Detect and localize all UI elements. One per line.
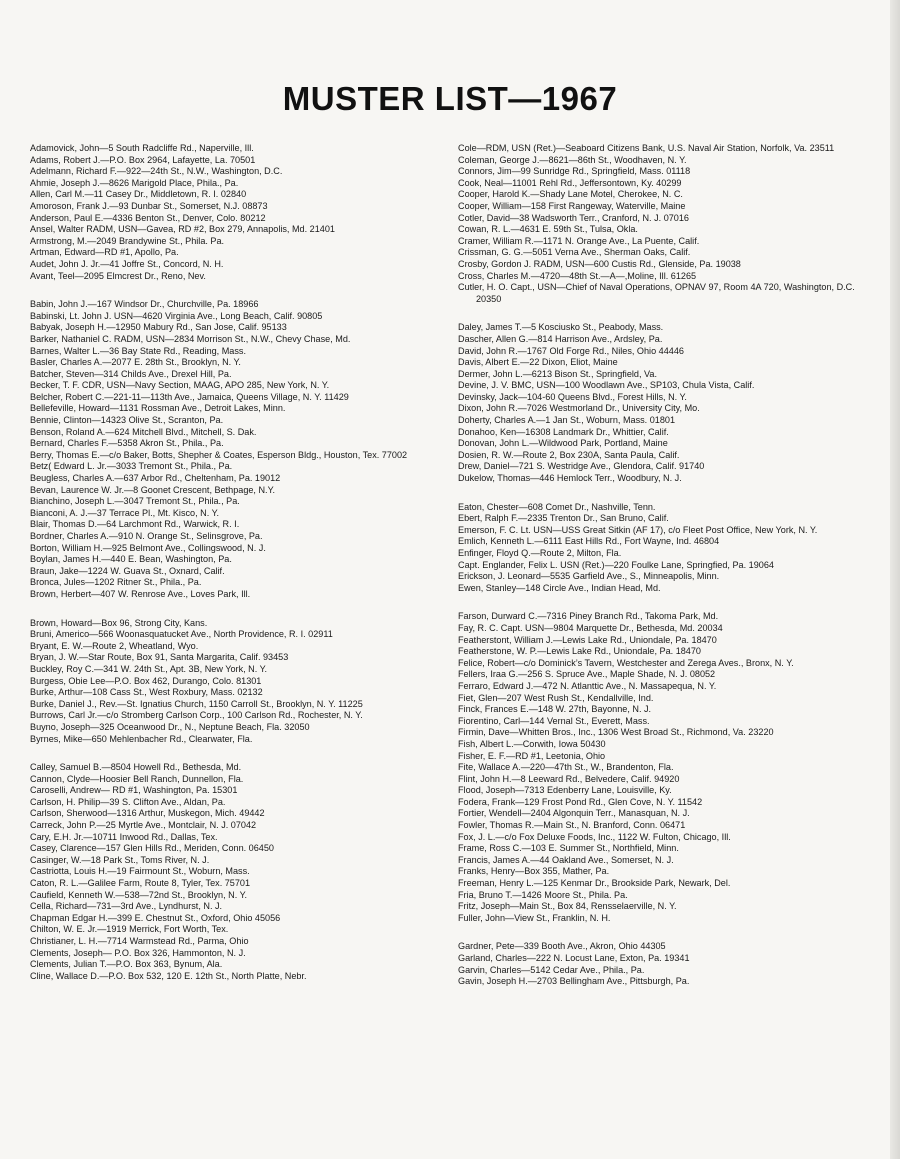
muster-entry: Coleman, George J.—8621—86th St., Woodhaven, N. Y.	[458, 154, 687, 165]
muster-entry: Connors, Jim—99 Sunridge Rd., Springfield, Mass. 01118	[458, 166, 691, 177]
muster-entry: Fria, Bruno T.—1426 Moore St., Phila. Pa.	[458, 889, 628, 900]
muster-entry: Audet, John J. Jr.—41 Joffre St., Concord, N. H.	[30, 258, 224, 269]
muster-entry: Chapman Edgar H.—399 E. Chestnut St., Oxford, Ohio 45056	[30, 912, 281, 923]
entry-group	[30, 762, 440, 982]
muster-entry: Garland, Charles—222 N. Locust Lane, Exton, Pa. 19341	[458, 953, 690, 963]
muster-entry: Brown, Howard—Box 96, Strong City, Kans.	[30, 617, 208, 628]
muster-entry: Fish, Albert L.—Corwith, Iowa 50430	[458, 738, 606, 749]
muster-entry: Fiorentino, Carl—144 Vernal St., Everett, Mass.	[458, 715, 650, 726]
entry-group	[458, 941, 878, 987]
muster-entry: Armstrong, M.—2049 Brandywine St., Phila. Pa.	[30, 235, 225, 246]
muster-entry: Basler, Charles A.—2077 E. 28th St., Brooklyn, N. Y.	[30, 357, 241, 368]
muster-entry: Franks, Henry—Box 355, Mather, Pa.	[458, 866, 610, 877]
muster-entry: Cooper, William—158 First Rangeway, Waterville, Maine	[458, 200, 686, 211]
muster-entry: Benson, Roland A.—624 Mitchell Blvd., Mitchell, S. Dak.	[30, 426, 257, 437]
muster-entry: Enfinger, Floyd Q.—Route 2, Milton, Fla.	[458, 548, 622, 558]
muster-entry: Doherty, Charles A.—1 Jan St., Woburn, Mass. 01801	[458, 415, 676, 426]
muster-entry: Firmin, Dave—Whitten Bros., Inc., 1306 West Broad St., Richmond, Va. 23220	[458, 727, 774, 738]
muster-entry: Cooper, Harold K.—Shady Lane Motel, Cherokee, N. C.	[458, 189, 683, 200]
muster-entry: Caufield, Kenneth W.—538—72nd St., Brooklyn, N. Y.	[30, 889, 248, 900]
muster-entry: Amoroson, Frank J.—93 Dunbar St., Somerset, N.J. 08873	[30, 200, 268, 211]
muster-entry: Byrnes, Mike—650 Mehlenbacher Rd., Clearwater, Fla.	[30, 733, 253, 744]
muster-entry: Ansel, Walter RADM, USN—Gavea, RD #2, Box 279, Annapolis, Md. 21401	[30, 224, 335, 235]
muster-entry: Erickson, J. Leonard—5535 Garfield Ave., S., Minneapolis, Minn.	[458, 571, 720, 582]
muster-entry: Crissman, G. G.—5051 Verna Ave., Sherman Oaks, Calif.	[458, 247, 691, 258]
page-title: MUSTER LIST—1967	[282, 80, 618, 117]
muster-entry: Becker, T. F. CDR, USN—Navy Section, MAAG, APO 285, New York, N. Y.	[30, 380, 330, 391]
muster-entry: Adamovick, John—5 South Radcliffe Rd., Naperville, Ill.	[30, 143, 254, 153]
muster-entry: Clements, Joseph— P.O. Box 326, Hammonton, N. J.	[30, 947, 246, 958]
muster-entry: Dixon, John R.—7026 Westmorland Dr., University City, Mo.	[458, 403, 700, 414]
muster-entry: Anderson, Paul E.—4336 Benton St., Denver, Colo. 80212	[30, 212, 266, 223]
muster-entry: Barnes, Walter L.—36 Bay State Rd., Reading, Mass.	[30, 345, 246, 356]
muster-entry: Babinski, Lt. John J. USN—4620 Virginia Ave., Long Beach, Calif. 90805	[30, 310, 323, 321]
muster-entry: Buckley, Roy C.—341 W. 24th St., Apt. 3B, New York, N. Y.	[30, 663, 268, 674]
muster-entry: Bevan, Laurence W. Jr.—8 Goonet Crescent, Bethpage, N.Y.	[30, 484, 275, 495]
muster-entry: Fowler, Thomas R.—Main St., N. Branford, Conn. 06471	[458, 820, 686, 831]
muster-entry: Cole—RDM, USN (Ret.)—Seaboard Citizens Bank, U.S. Naval Air Station, Norfolk, Va. 23511	[458, 143, 835, 153]
muster-entry: Emerson, F. C. Lt. USN—USS Great Sitkin (AF 17), c/o Fleet Post Office, New York, N. Y.	[458, 524, 818, 535]
muster-entry: Cotler, David—38 Wadsworth Terr., Cranford, N. J. 07016	[458, 212, 689, 223]
muster-entry: Featherstone, W. P.—Lewis Lake Rd., Uniondale, Pa. 18470	[458, 646, 701, 657]
muster-entry: Francis, James A.—44 Oakland Ave., Somerset, N. J.	[458, 854, 674, 865]
muster-entry: Davis, Albert E.—22 Dixon, Eliot, Maine	[458, 357, 618, 368]
muster-entry: Artman, Edward—RD #1, Apollo, Pa.	[30, 247, 179, 258]
muster-entry: Berry, Thomas E.—c/o Baker, Botts, Shepher & Coates, Esperson Bldg., Houston, Tex. 77002	[30, 449, 408, 460]
muster-entry: Dermer, John L.—6213 Bison St., Springfield, Va.	[458, 368, 657, 379]
muster-entry: Fuller, John—View St., Franklin, N. H.	[458, 912, 611, 923]
muster-entry: Drew, Daniel—721 S. Westridge Ave., Glendora, Calif. 91740	[458, 461, 705, 472]
muster-entry: Bronca, Jules—1202 Ritner St., Phila., Pa.	[30, 577, 202, 588]
muster-entry: Gardner, Pete—339 Booth Ave., Akron, Ohio 44305	[458, 941, 666, 952]
muster-entry: Cross, Charles M.—4720—48th St.—A—,Moline, Ill. 61265	[458, 270, 697, 281]
muster-entry: Bianchino, Joseph L.—3047 Tremont St., Phila., Pa.	[30, 496, 240, 507]
muster-entry: Cline, Wallace D.—P.O. Box 532, 120 E. 12th St., North Platte, Nebr.	[30, 970, 307, 981]
muster-entry: Capt. Englander, Felix L. USN (Ret.)—220 Foulke Lane, Springfied, Pa. 19064	[458, 559, 774, 570]
entry-group	[30, 618, 440, 746]
muster-entry: Casinger, W.—18 Park St., Toms River, N. J.	[30, 854, 210, 865]
muster-entry: Boylan, James H.—440 E. Bean, Washington, Pa.	[30, 554, 232, 565]
muster-entry: Devinsky, Jack—104-60 Queens Blvd., Forest Hills, N. Y.	[458, 391, 687, 402]
muster-entry: Fisher, E. F.—RD #1, Leetonia, Ohio	[458, 750, 606, 761]
entry-group	[458, 611, 878, 924]
entry-group	[30, 143, 440, 282]
muster-entry: Burke, Daniel J., Rev.—St. Ignatius Church, 1150 Carroll St., Brooklyn, N. Y. 11225	[30, 698, 363, 709]
entry-group	[458, 143, 878, 305]
right-column	[458, 143, 878, 1005]
muster-entry: Bordner, Charles A.—910 N. Orange St., Selinsgrove, Pa.	[30, 531, 263, 541]
muster-entry: Carlson, Sherwood—1316 Arthur, Muskegon, Mich. 49442	[30, 808, 265, 819]
muster-entry: Burke, Arthur—108 Cass St., West Roxbury, Mass. 02132	[30, 687, 263, 698]
muster-entry: Borton, William H.—925 Belmont Ave., Collingswood, N. J.	[30, 542, 266, 553]
muster-entry: Freeman, Henry L.—125 Kenmar Dr., Brookside Park, Newark, Del.	[458, 878, 731, 889]
muster-entry: Cannon, Clyde—Hoosier Bell Ranch, Dunnellon, Fla.	[30, 773, 244, 784]
muster-entry: Bruni, Americo—566 Woonasquatucket Ave., North Providence, R. I. 02911	[30, 629, 333, 640]
muster-entry: Donovan, John L.—Wildwood Park, Portland, Maine	[458, 438, 668, 449]
muster-entry: Clements, Julian T.—P.O. Box 363, Bynum, Ala.	[30, 959, 223, 970]
muster-entry: Beugless, Charles A.—637 Arbor Rd., Cheltenham, Pa. 19012	[30, 473, 281, 484]
muster-entry: Finck, Frances E.—148 W. 27th, Bayonne, N. J.	[458, 704, 652, 715]
muster-entry: Cutler, H. O. Capt., USN—Chief of Naval Operations, OPNAV 97, Room 4A 720, Washington, D.C. 20350	[458, 282, 855, 304]
muster-entry: Flint, John H.—8 Leeward Rd., Belvedere, Calif. 94920	[458, 773, 680, 784]
muster-entry: Fiet, Glen—207 West Rush St., Kendallville, Ind.	[458, 692, 654, 703]
muster-entry: Betz( Edward L. Jr.—3033 Tremont St., Phila., Pa.	[30, 461, 233, 472]
muster-entry: Emlich, Kenneth L.—6111 East Hills Rd., Fort Wayne, Ind. 46804	[458, 536, 720, 547]
muster-entry: Eaton, Chester—608 Comet Dr., Nashville, Tenn.	[458, 501, 656, 512]
muster-entry: Adams, Robert J.—P.O. Box 2964, Lafayette, La. 70501	[30, 154, 256, 165]
entry-group	[458, 502, 878, 595]
muster-entry: Adelmann, Richard F.—922—24th St., N.W., Washington, D.C.	[30, 166, 283, 177]
muster-entry: Fox, J. L.—c/o Fox Deluxe Foods, Inc., 1122 W. Fulton, Chicago, Ill.	[458, 831, 731, 842]
muster-entry: Farson, Durward C.—7316 Piney Branch Rd., Takoma Park, Md.	[458, 611, 719, 622]
muster-entry: Cook, Neal—11001 Rehl Rd., Jeffersontown, Ky. 40299	[458, 177, 682, 188]
muster-entry: Burrows, Carl Jr.—c/o Stromberg Carlson Corp., 100 Carlson Rd., Rochester, N. Y.	[30, 710, 363, 721]
muster-entry: Daley, James T.—5 Kosciusko St., Peabody, Mass.	[458, 322, 664, 333]
muster-entry: Ahmie, Joseph J.—8626 Marigold Place, Phila., Pa.	[30, 177, 239, 188]
muster-entry: Allen, Carl M.—11 Casey Dr., Middletown, R. I. 02840	[30, 189, 247, 200]
muster-entry: Featherstont, William J.—Lewis Lake Rd., Uniondale, Pa. 18470	[458, 634, 717, 645]
muster-entry: Fellers, Iraa G.—256 S. Spruce Ave., Maple Shade, N. J. 08052	[458, 669, 716, 680]
page-edge-shadow	[890, 0, 900, 1159]
muster-entry: Bennie, Clinton—14323 Olive St., Scranton, Pa.	[30, 415, 224, 426]
muster-entry: Fritz, Joseph—Main St., Box 84, Rensselaerville, N. Y.	[458, 901, 677, 912]
muster-entry: Garvin, Charles—5142 Cedar Ave., Phila., Pa.	[458, 964, 645, 975]
muster-entry: Gavin, Joseph H.—2703 Bellingham Ave., Pittsburgh, Pa.	[458, 976, 690, 987]
muster-entry: Barker, Nathaniel C. RADM, USN—2834 Morrison St., N.W., Chevy Chase, Md.	[30, 333, 351, 344]
muster-entry: Caton, R. L.—Galilee Farm, Route 8, Tyler, Tex. 75701	[30, 878, 251, 889]
muster-entry: Cowan, R. L.—4631 E. 59th St., Tulsa, Okla.	[458, 224, 638, 235]
muster-entry: Fortier, Wendell—2404 Algonquin Terr., Manasquan, N. J.	[458, 808, 690, 819]
muster-entry: Burgess, Obie Lee—P.O. Box 462, Durango, Colo. 81301	[30, 675, 262, 686]
entry-group	[458, 322, 878, 484]
muster-entry: Bernard, Charles F.—5358 Akron St., Phila., Pa.	[30, 438, 224, 449]
muster-entry: Babyak, Joseph H.—12950 Mabury Rd., San Jose, Calif. 95133	[30, 322, 287, 333]
muster-entry: Buyno, Joseph—325 Oceanwood Dr., N., Neptune Beach, Fla. 32050	[30, 721, 310, 732]
muster-entry: Felice, Robert—c/o Dominick’s Tavern, Westchester and Zerega Aves., Bronx, N. Y.	[458, 657, 794, 668]
muster-entry: Castriotta, Louis H.—19 Fairmount St., Woburn, Mass.	[30, 866, 250, 877]
muster-entry: Braun, Jake—1224 W. Guava St., Oxnard, Calif.	[30, 565, 225, 576]
muster-entry: Christianer, L. H.—7714 Warmstead Rd., Parma, Ohio	[30, 936, 249, 946]
muster-entry: Babin, John J.—167 Windsor Dr., Churchville, Pa. 18966	[30, 299, 259, 310]
muster-entry: Brown, Herbert—407 W. Renrose Ave., Loves Park, Ill.	[30, 588, 251, 599]
muster-entry: Ebert, Ralph F.—2335 Trenton Dr., San Bruno, Calif.	[458, 513, 669, 524]
muster-entry: Frame, Ross C.—103 E. Summer St., Northfield, Minn.	[458, 843, 679, 854]
left-column	[30, 143, 440, 999]
muster-entry: Ferraro, Edward J.—472 N. Atlanttic Ave., N. Massapequa, N. Y.	[458, 680, 717, 691]
muster-entry: David, John R.—1767 Old Forge Rd., Niles, Ohio 44446	[458, 345, 684, 356]
muster-entry: Cramer, William R.—1171 N. Orange Ave., La Puente, Calif.	[458, 235, 700, 246]
entry-group	[30, 299, 440, 600]
muster-entry: Belcher, Robert C.—221-11—113th Ave., Jamaica, Queens Village, N. Y. 11429	[30, 391, 349, 402]
muster-entry: Cary, E.H. Jr.—10711 Inwood Rd., Dallas, Tex.	[30, 831, 218, 842]
muster-entry: Calley, Samuel B.—8504 Howell Rd., Bethesda, Md.	[30, 762, 242, 773]
muster-entry: Flood, Joseph—7313 Edenberry Lane, Louisville, Ky.	[458, 785, 672, 796]
muster-entry: Dukelow, Thomas—446 Hemlock Terr., Woodbury, N. J.	[458, 473, 682, 484]
muster-entry: Chilton, W. E. Jr.—1919 Merrick, Fort Worth, Tex.	[30, 924, 229, 935]
muster-entry: Caroselli, Andrew— RD #1, Washington, Pa. 15301	[30, 785, 238, 796]
muster-entry: Donahoo, Ken—16308 Landmark Dr., Whittier, Calif.	[458, 426, 669, 437]
muster-entry: Bryan, J. W.—Star Route, Box 91, Santa Margarita, Calif. 93453	[30, 652, 289, 663]
muster-entry: Carreck, John P.—25 Myrtle Ave., Montclair, N. J. 07042	[30, 820, 257, 831]
muster-entry: Dascher, Allen G.—814 Harrison Ave., Ardsley, Pa.	[458, 333, 663, 344]
muster-entry: Cella, Richard—731—3rd Ave., Lyndhurst, N. J.	[30, 901, 223, 912]
muster-entry: Avant, Teel—2095 Elmcrest Dr., Reno, Nev.	[30, 270, 206, 281]
muster-entry: Fodera, Frank—129 Frost Pond Rd., Glen Cove, N. Y. 11542	[458, 796, 703, 807]
muster-entry: Ewen, Stanley—148 Circle Ave., Indian Head, Md.	[458, 582, 661, 593]
muster-entry: Fite, Wallace A.—220—47th St., W., Brandenton, Fla.	[458, 762, 674, 773]
muster-entry: Batcher, Steven—314 Childs Ave., Drexel Hill, Pa.	[30, 368, 232, 379]
muster-entry: Crosby, Gordon J. RADM, USN—600 Custis Rd., Glenside, Pa. 19038	[458, 258, 741, 269]
muster-entry: Bellefeville, Howard—1131 Rossman Ave., Detroit Lakes, Minn.	[30, 403, 286, 414]
muster-entry: Carlson, H. Philip—39 S. Clifton Ave., Aldan, Pa.	[30, 796, 226, 807]
muster-entry: Casey, Clarence—157 Glen Hills Rd., Meriden, Conn. 06450	[30, 843, 274, 854]
muster-entry: Fay, R. C. Capt. USN—9804 Marquette Dr., Bethesda, Md. 20034	[458, 622, 723, 633]
muster-entry: Bryant, E. W.—Route 2, Wheatland, Wyo.	[30, 640, 199, 651]
muster-entry: Bianconi, A. J.—37 Terrace Pl., Mt. Kisco, N. Y.	[30, 507, 220, 518]
muster-entry: Blair, Thomas D.—64 Larchmont Rd., Warwick, R. I.	[30, 519, 240, 530]
muster-entry: Dosien, R. W.—Route 2, Box 230A, Santa Paula, Calif.	[458, 449, 680, 460]
muster-entry: Devine, J. V. BMC, USN—100 Woodlawn Ave., SP103, Chula Vista, Calif.	[458, 380, 755, 391]
